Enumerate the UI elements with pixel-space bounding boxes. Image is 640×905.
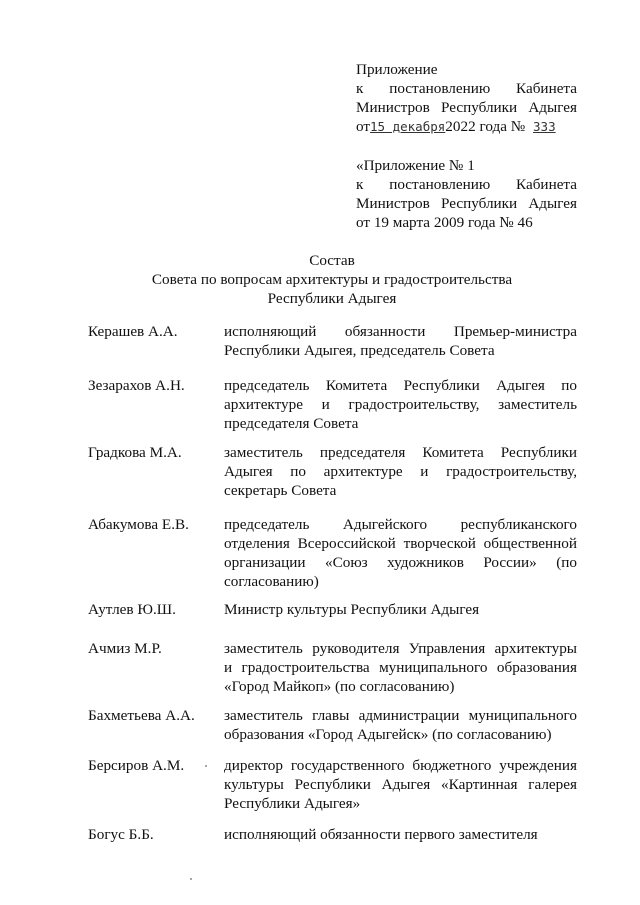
appendix-date-line xyxy=(356,117,577,136)
appendix-line: Министров Республики Адыгея xyxy=(356,195,577,212)
member-role-line: и градостроительства муниципального образования xyxy=(224,659,577,676)
member-name: Берсиров А.М. xyxy=(88,757,185,774)
member-role-line: председателя Совета xyxy=(224,415,359,432)
member-role xyxy=(224,600,577,619)
member-role xyxy=(224,443,577,500)
scan-speck xyxy=(205,765,207,767)
member-name: Абакумова Е.В. xyxy=(88,516,189,533)
member-name: Градкова М.А. xyxy=(88,444,182,461)
member-name: Аутлев Ю.Ш. xyxy=(88,601,176,618)
member-role-line: директор государственного бюджетного учреждения xyxy=(224,757,577,774)
member-role-line: секретарь Совета xyxy=(224,482,337,499)
member-role xyxy=(224,639,577,696)
member-role xyxy=(224,515,577,591)
appendix-line: к постановлению Кабинета xyxy=(356,80,577,97)
member-role-line: председатель Комитета Республики Адыгея по xyxy=(224,377,577,394)
document-title xyxy=(0,251,640,308)
member-role-line: «Город Майкоп» (по согласованию) xyxy=(224,678,455,695)
member-name: Зезарахов А.Н. xyxy=(88,377,185,394)
member-role-line: образования «Город Адыгейск» (по согласованию) xyxy=(224,726,552,743)
appendix-line: к постановлению Кабинета xyxy=(356,176,577,193)
appendix-block xyxy=(356,60,577,232)
member-role-line: архитектуре и градостроительству, заместитель xyxy=(224,396,577,413)
member-name: Бахметьева А.А. xyxy=(88,707,195,724)
member-role xyxy=(224,322,577,360)
member-role-line: отделения Всероссийской творческой общественной xyxy=(224,535,577,552)
member-role xyxy=(224,706,577,744)
scan-speck xyxy=(190,878,192,880)
member-role-line: организации «Союз художников России» (по xyxy=(224,554,577,571)
member-role-line: культуры Республики Адыгея «Картинная галерея xyxy=(224,776,577,793)
member-role-line: председатель Адыгейского республиканского xyxy=(224,516,577,533)
member-role-line: Адыгея по архитектуре и градостроительству, xyxy=(224,463,577,480)
title-line: Республики Адыгея xyxy=(267,290,397,307)
member-role-line: исполняющий обязанности Премьер-министра xyxy=(224,323,577,340)
member-role-line: заместитель председателя Комитета Республики xyxy=(224,444,577,461)
member-role-line: Министр культуры Республики Адыгея xyxy=(224,601,480,618)
member-role-line: заместитель руководителя Управления архитектуры xyxy=(224,640,577,657)
member-role-line: заместитель главы администрации муниципального xyxy=(224,707,577,724)
appendix-line: от 19 марта 2009 года № 46 xyxy=(356,214,533,231)
number-stamp: 333 xyxy=(533,119,556,134)
appendix-line: Министров Республики Адыгея xyxy=(356,99,577,116)
date-year: 2022 года № xyxy=(445,118,526,135)
date-prefix: от xyxy=(356,118,371,135)
member-name: Ачмиз М.Р. xyxy=(88,640,162,657)
date-stamp: 15 декабря xyxy=(370,119,446,134)
title-line: Состав xyxy=(309,252,355,269)
member-role xyxy=(224,756,577,813)
appendix-heading: «Приложение № 1 xyxy=(356,157,475,174)
member-role xyxy=(224,825,577,844)
appendix-heading: Приложение xyxy=(356,61,438,78)
member-name: Богус Б.Б. xyxy=(88,826,154,843)
member-name: Керашев А.А. xyxy=(88,323,178,340)
member-role xyxy=(224,376,577,433)
member-role-line: Республики Адыгея» xyxy=(224,795,361,812)
member-role-line: исполняющий обязанности первого заместителя xyxy=(224,826,538,843)
member-role-line: Республики Адыгея, председатель Совета xyxy=(224,342,495,359)
title-line: Совета по вопросам архитектуры и градостроительства xyxy=(151,271,513,288)
member-role-line: согласованию) xyxy=(224,573,319,590)
